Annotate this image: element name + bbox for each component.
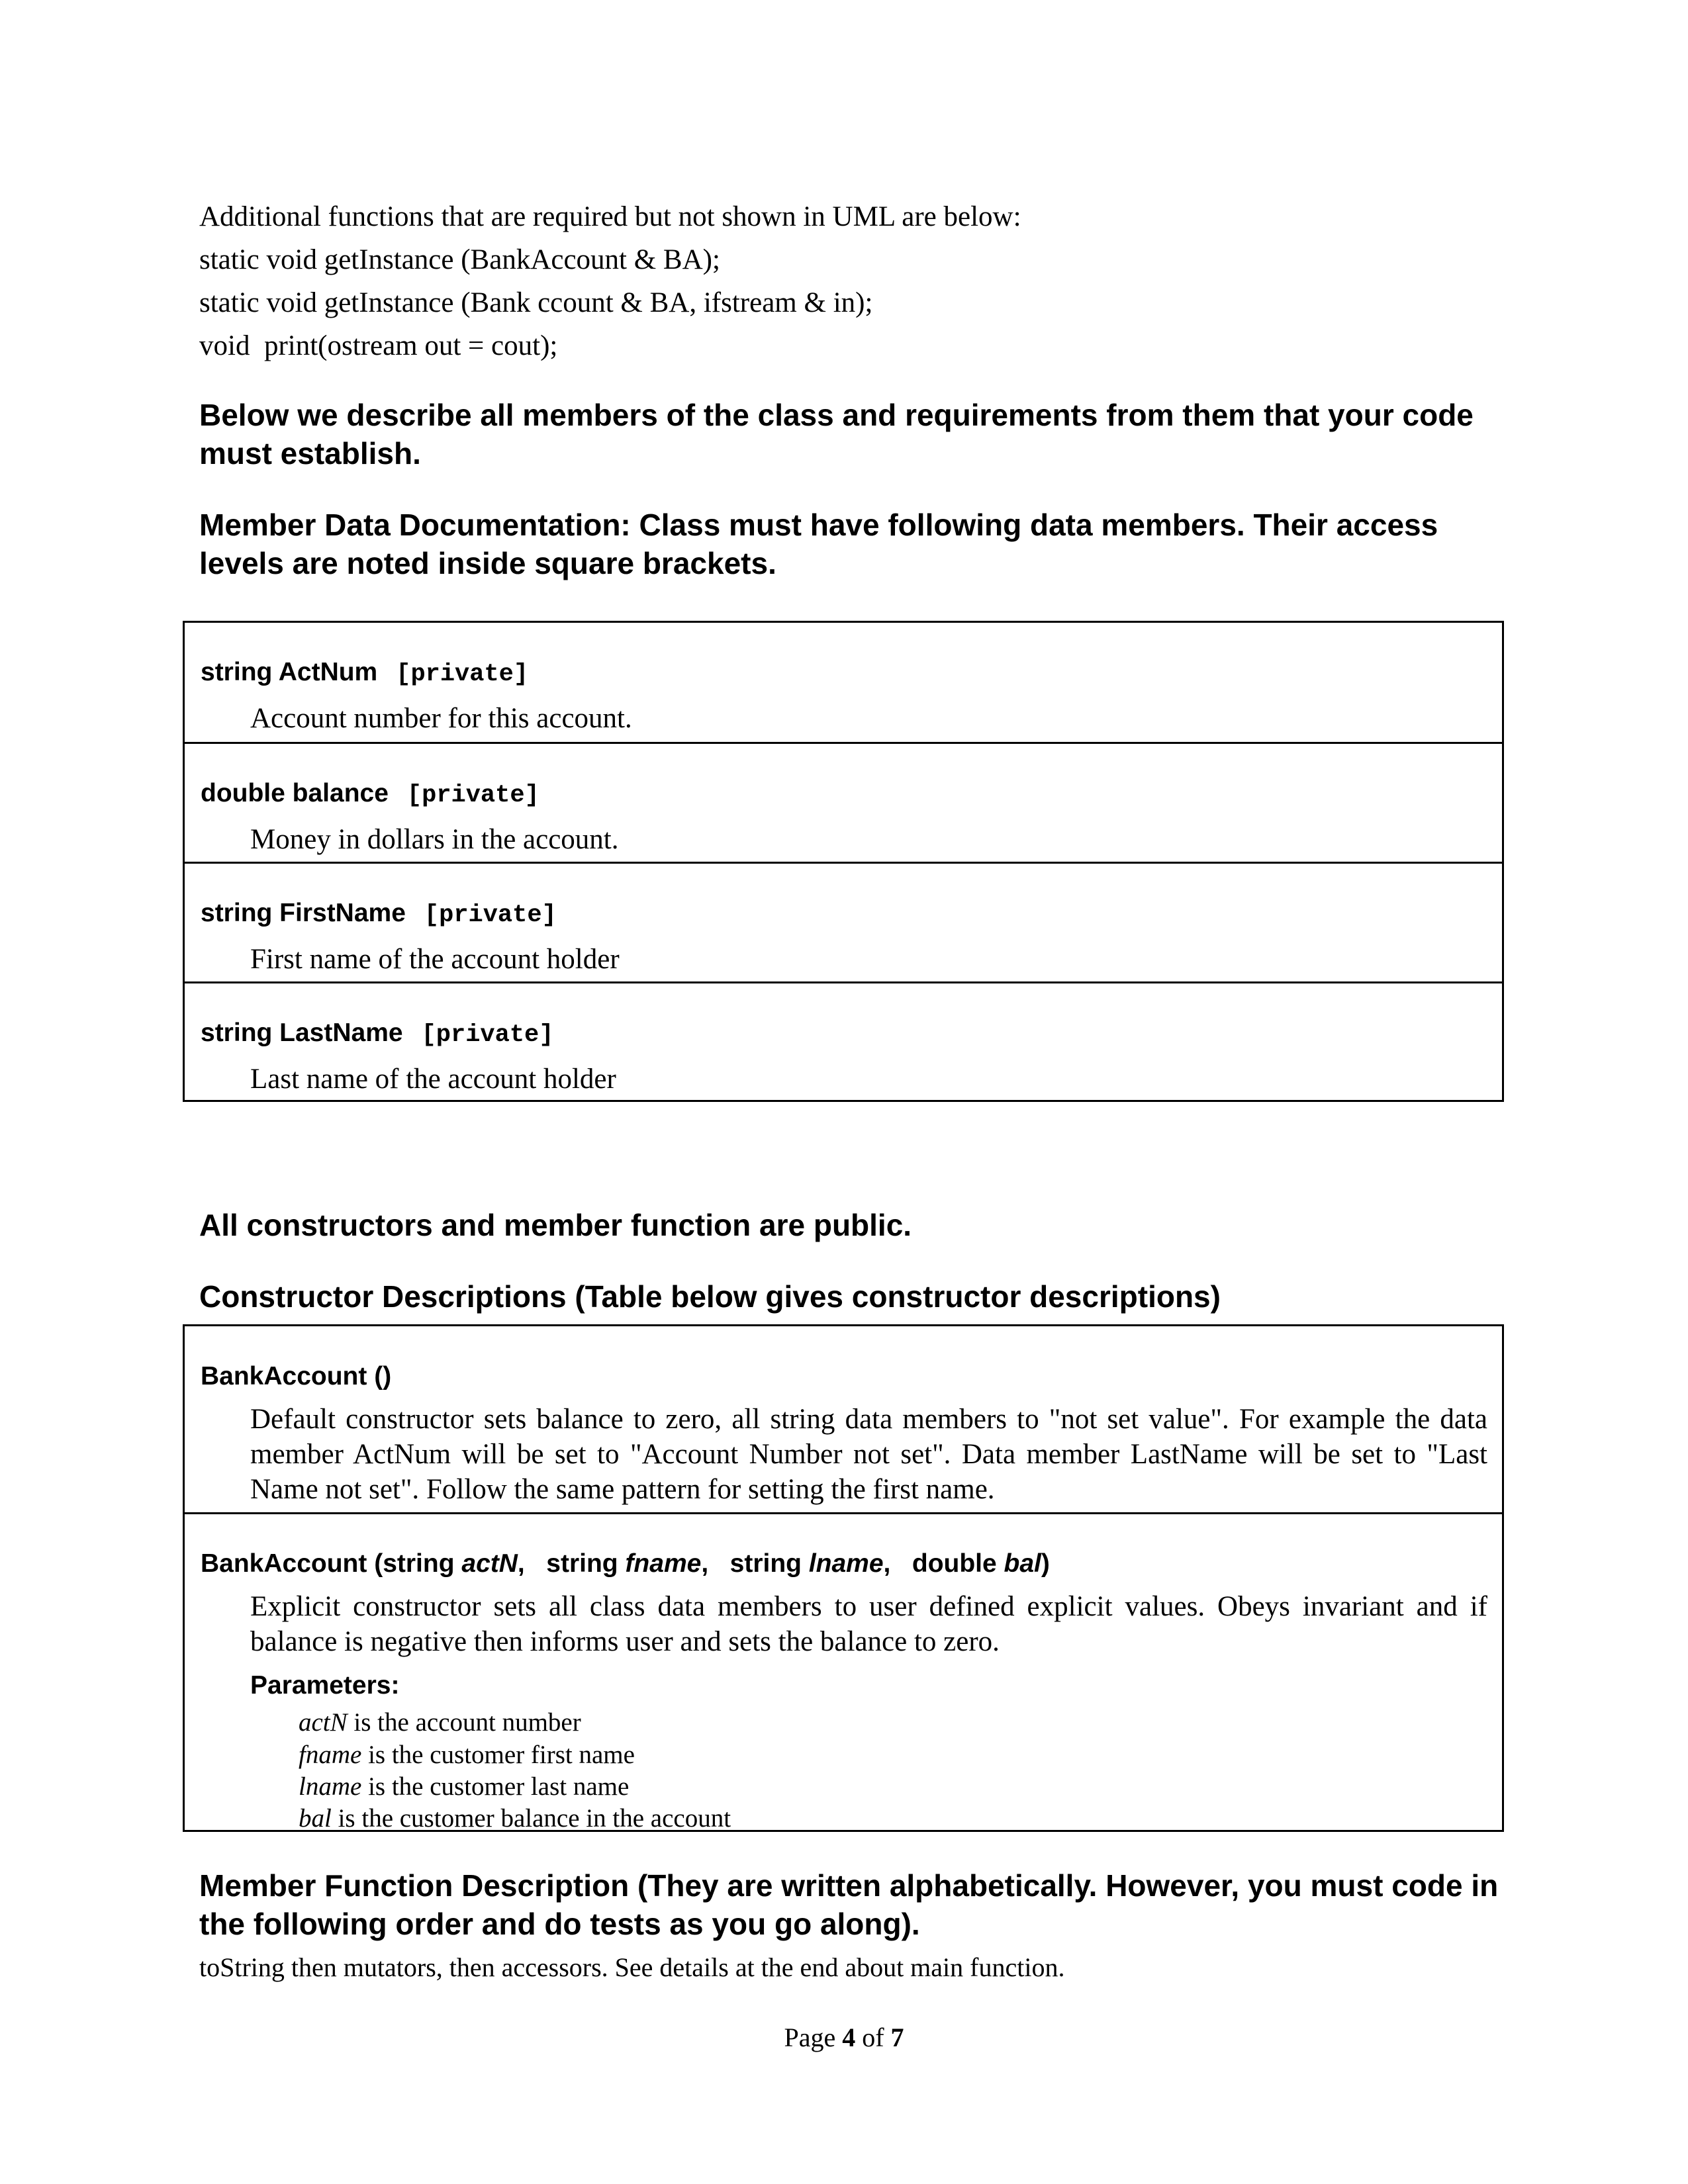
member-decl: string FirstName (201, 899, 406, 927)
constructor-row-explicit (185, 1512, 1502, 1832)
member-description: Money in dollars in the account. (250, 824, 619, 855)
access-level: [private] (424, 901, 557, 929)
data-members-table (183, 621, 1504, 1102)
constructor-description: Explicit constructor sets all class data members to user defined explicit values. Obeys invariant and if balance is negative then informs user and sets the balance to zero. (250, 1591, 1487, 1657)
intro-line: void print(ostream out = cout); (199, 330, 558, 361)
constructor-description: Default constructor sets balance to zero, all string data members to "not set value". For example the data member ActNum will be set to "Account Number not set". Data member LastName will be set to "Last Name not set". Follow the same pattern for setting the first name. (250, 1404, 1487, 1505)
data-member-row (185, 981, 1502, 1102)
data-member-row (185, 623, 1502, 744)
heading-describe: Below we describe all members of the class and requirements from them that your code must establish. (199, 398, 1474, 471)
member-description: Last name of the account holder (250, 1064, 616, 1095)
intro-line: static void getInstance (BankAccount & BA); (199, 244, 720, 275)
heading-public: All constructors and member function are public. (199, 1208, 912, 1242)
access-level: [private] (406, 782, 539, 809)
parameter-item: bal is the customer balance in the account (299, 1804, 731, 1833)
member-function-note: toString then mutators, then accessors. See details at the end about main function. (199, 1952, 1065, 1982)
data-member-row (185, 742, 1502, 864)
constructor-signature: BankAccount (string actN, string fname, string lname, double bal) (201, 1549, 1050, 1578)
member-decl: string LastName (201, 1019, 403, 1047)
parameter-item: lname is the customer last name (299, 1772, 630, 1801)
member-description: Account number for this account. (250, 703, 632, 734)
heading-member-data: Member Data Documentation: Class must have following data members. Their access levels are noted inside square brackets. (199, 508, 1438, 580)
page-number: Page 4 of 7 (784, 2023, 904, 2052)
intro-line: static void getInstance (Bank ccount & BA, ifstream & in); (199, 287, 873, 318)
heading-member-function: Member Function Description (They are written alphabetically. However, you must code in the following order and do tests as you go along). (199, 1868, 1499, 1941)
parameters-label: Parameters: (250, 1671, 400, 1700)
parameter-item: fname is the customer first name (299, 1741, 635, 1769)
member-decl: double balance (201, 779, 389, 807)
heading-constructors: Constructor Descriptions (Table below gives constructor descriptions) (199, 1279, 1221, 1314)
parameter-item: actN is the account number (299, 1708, 581, 1737)
member-decl: string ActNum (201, 658, 378, 686)
constructors-table (183, 1324, 1504, 1832)
intro-line: Additional functions that are required but not shown in UML are below: (199, 201, 1021, 232)
member-description: First name of the account holder (250, 944, 620, 975)
constructor-row-default (185, 1326, 1502, 1514)
access-level: [private] (396, 660, 529, 688)
constructor-signature: BankAccount () (201, 1362, 392, 1390)
data-member-row (185, 862, 1502, 983)
access-level: [private] (421, 1021, 554, 1049)
